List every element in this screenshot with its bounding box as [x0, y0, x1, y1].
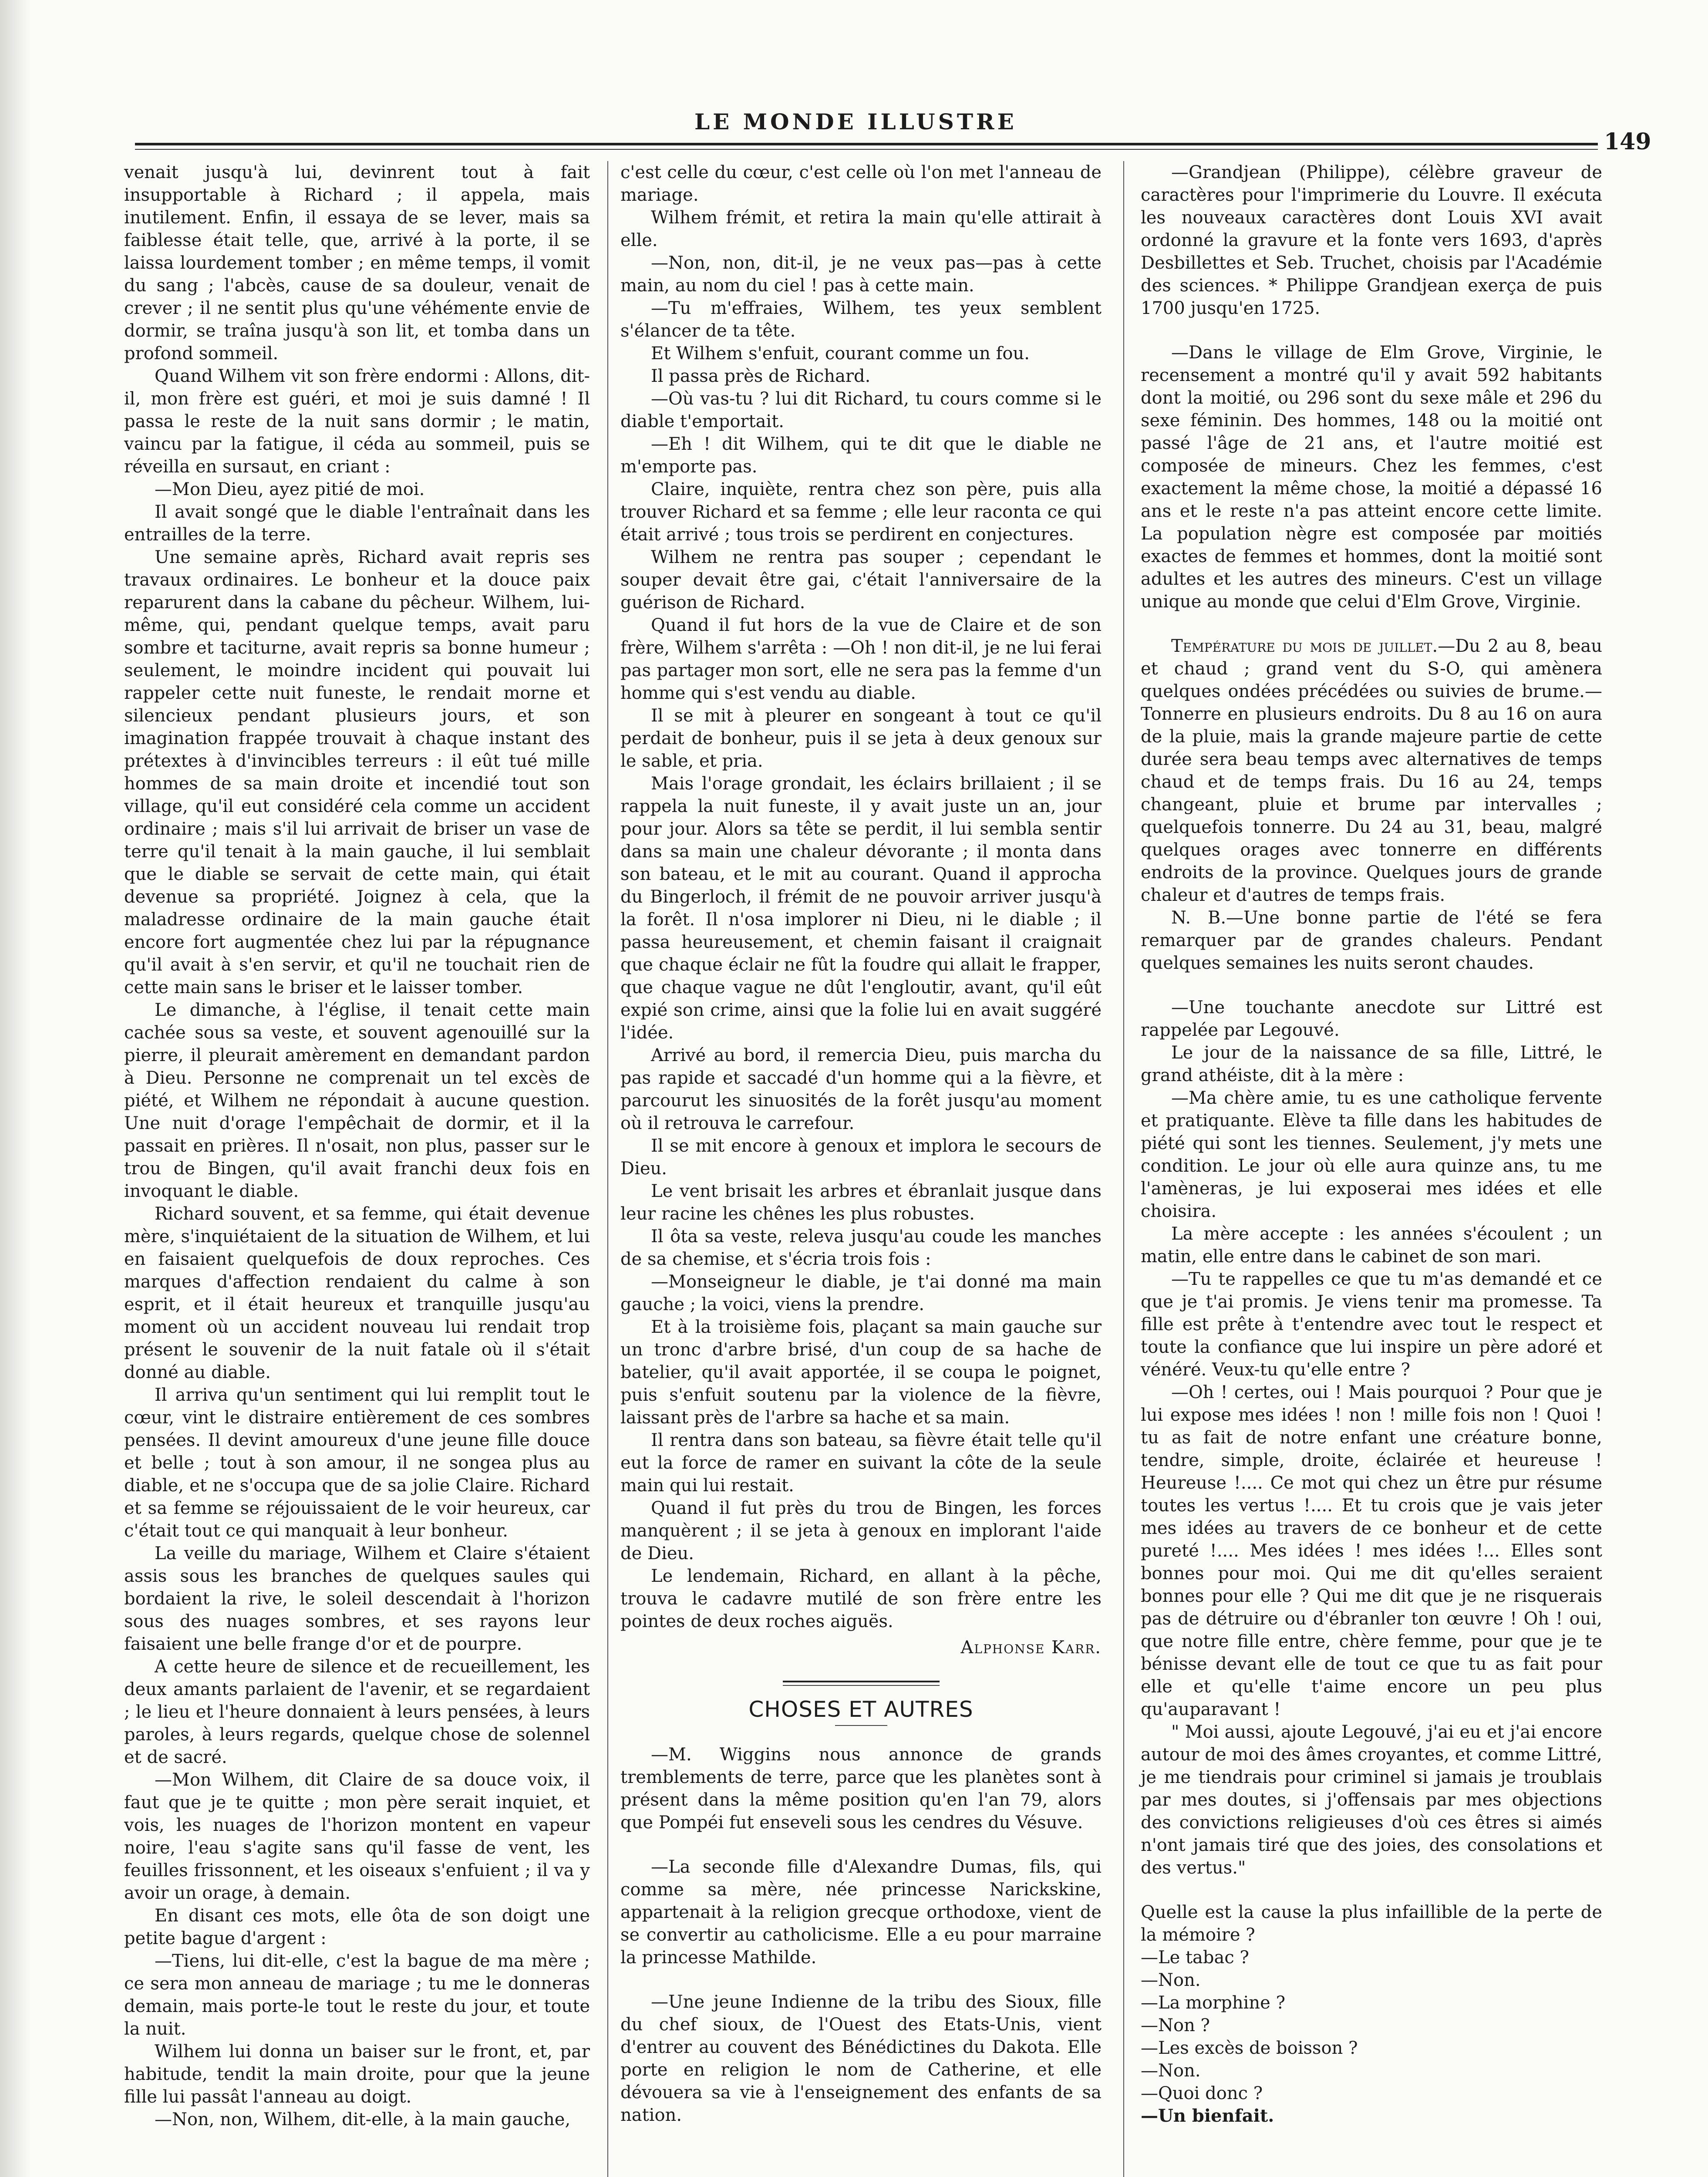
paragraph: —Tu m'effraies, Wilhem, tes yeux semblent s'élancer de ta tête. — [620, 298, 1102, 341]
news-item: —Grandjean (Philippe), célèbre graveur de caractères pour l'imprimerie du Louvre. Il exécuta les nouveaux caractères dont Louis XVI avait ordonné la gravure et la fonte vers 1693, d'après Desbillettes et Seb. Truchet, choisis par l'Académie des sciences. * Philippe Grandjean exerça de puis 1700 jusqu'en 1725. — [1141, 162, 1602, 318]
page-number: 149 — [1604, 128, 1651, 155]
section-rule — [783, 1681, 940, 1682]
paragraph: Quand Wilhem vit son frère endormi : Allons, dit-il, mon frère est guéri, et moi je suis damné ! Il passa le reste de la nuit sans dormir ; le matin, vaincu par la fatigue, il céda au sommeil, puis se réveilla en sursaut, en criant : — [124, 366, 590, 477]
paragraph: Richard souvent, et sa femme, qui était devenue mère, s'inquiétaient de la situation de Wilhem, et lui en faisaient quelquefois de doux reproches. Ces marques d'affection rendaient du calme à son esprit, et il était heureux et tranquille jusqu'au moment où un accident nouveau lui rendait trop présent le souvenir de la nuit fatale où il s'était donné au diable. — [124, 1204, 590, 1382]
anecdote-paragraph: —Oh ! certes, oui ! Mais pourquoi ? Pour que je lui expose mes idées ! non ! mille fois non ! Quoi ! tu as fait de notre enfant une créature bonne, tendre, simple, droite, éclairée et heureuse ! Heureuse !.... Ce mot qui chez un être pur résume toutes les vertus !.... Et tu crois que je vais jeter mes idées au travers de ce bonheur et de cette pureté !.... Mes idées ! mes idées !... Elles sont bonnes pour moi. Qui me dit qu'elles seraient bonnes pour elle ? Qui me dit que je ne risquerais pas de détruire ou d'ébranler ton œuvre ! Oh ! oui, que notre fille entre, chère femme, pour que je te bénisse devant elle de tout ce que tu as fait pour elle et qu'elle t'aime encore un peu plus qu'auparavant ! — [1141, 1382, 1602, 1719]
column-divider — [1123, 161, 1124, 2177]
spacer — [620, 1969, 1102, 1991]
riddle-answer: —Un bienfait. — [1141, 2106, 1274, 2126]
paragraph: Il se mit à pleurer en songeant à tout ce qu'il perdait de bonheur, puis il se jeta à deux genoux sur le sable, et pria. — [620, 706, 1102, 771]
paragraph: Mais l'orage grondait, les éclairs brillaient ; il se rappela la nuit funeste, il y avait juste un an, jour pour jour. Alors sa tête se perdit, il lui sembla sentir dans sa main une chaleur dévorante ; il monta dans son bateau, et le mit au courant. Quand il approcha du Bingerloch, il frémit de ne pouvoir arriver jusqu'à la forêt. Il n'osa implorer ni Dieu, ni le diable ; il passa heureusement, et chemin faisant il craignait que chaque éclair ne fût la foudre qui allait le frapper, que chaque vague ne dût l'engloutir, avant, qu'il eût expié son crime, ainsi que la folie lui en avait suggéré l'idée. — [620, 774, 1102, 1043]
paragraph: Arrivé au bord, il remercia Dieu, puis marcha du pas rapide et saccadé d'un homme qui a la fièvre, et parcourut les sinuosités de la forêt jusqu'au moment où il retrouva le carrefour. — [620, 1045, 1102, 1133]
column-divider — [607, 161, 608, 2177]
riddle-line: —Non. — [1141, 1970, 1201, 1990]
paragraph: —Non, non, Wilhem, dit-elle, à la main gauche, — [155, 2110, 571, 2130]
anecdote-paragraph: Le jour de la naissance de sa fille, Littré, le grand athéiste, dit à la mère : — [1141, 1043, 1602, 1085]
paragraph: Quand il fut près du trou de Bingen, les forces manquèrent ; il se jeta à genoux en implorant l'aide de Dieu. — [620, 1498, 1102, 1564]
paragraph: —Monseigneur le diable, je t'ai donné ma main gauche ; la voici, viens la prendre. — [620, 1272, 1102, 1314]
paragraph: —Où vas-tu ? lui dit Richard, tu cours comme si le diable t'emportait. — [620, 389, 1102, 431]
paragraph: A cette heure de silence et de recueillement, les deux amants parlaient de l'avenir, et se regardaient ; le lieu et l'heure donnaient à leurs pensées, à leurs paroles, à leurs regards, quelque chose de solennel et de sacré. — [124, 1657, 590, 1767]
anecdote-paragraph: —Tu te rappelles ce que tu m'as demandé et ce que je t'ai promis. Je viens tenir ma promesse. Ta fille est prête à t'entendre avec tout le respect et toute la confiance que lui inspire un père adoré et vénéré. Veux-tu qu'elle entre ? — [1141, 1269, 1602, 1380]
riddle-question: Quelle est la cause la plus infaillible de la perte de la mémoire ? — [1141, 1902, 1602, 1945]
riddle-line: —Le tabac ? — [1141, 1948, 1249, 1968]
news-item: —Dans le village de Elm Grove, Virginie, le recensement a montré qu'il y avait 592 habitants dont la moitié, ou 296 sont du sexe mâle et 296 du sexe féminin. Des hommes, 148 ou la moitié ont passé l'âge de 21 ans, et l'autre moitié est composée de mineurs. Chez les femmes, c'est exactement la même chose, la moitié a dépassé 16 ans et le reste n'a pas atteint encore cette limite. La population nègre est composée par moitiés exactes de femmes et hommes, dont la moitié sont adultes et les autres des mineurs. C'est un village unique au monde que celui d'Elm Grove, Virginie. — [1141, 343, 1602, 612]
paragraph: Une semaine après, Richard avait repris ses travaux ordinaires. Le bonheur et la douce paix reparurent dans la cabane du pêcheur. Wilhem, lui-même, qui, pendant quelque temps, avait paru sombre et taciturne, avait repris sa bonne humeur ; seulement, le moindre incident qui pouvait lui rappeler cette nuit funeste, le rendait morne et silencieux pendant plusieurs jours, et son imagination frappée trouvait à chaque instant des prétextes à d'invincibles terreurs : il eût tué mille hommes de sa main droite et incendié tout son village, qu'il eut considéré cela comme un accident ordinaire ; mais s'il lui arrivait de briser un vase de terre qu'il tenait à la main gauche, il lui semblait que le diable se servait de cette main, qui était devenue sa propriété. Joignez à cela, que la maladresse ordinaire de la main gauche était encore fort augmentée chez lui par la répugnance qu'il avait à s'en servir, et qu'il ne touchait rien de cette main sans le briser et le laisser tomber. — [124, 547, 590, 998]
header-rule-thin — [135, 149, 1598, 150]
riddle-line: —La morphine ? — [1141, 1993, 1286, 2013]
paragraph: Le lendemain, Richard, en allant à la pêche, trouva le cadavre mutilé de son frère entre les pointes de deux roches aiguës. — [620, 1566, 1102, 1631]
weather-item — [1141, 635, 1602, 907]
anecdote-paragraph: —Ma chère amie, tu es une catholique fervente et pratiquante. Elève ta fille dans les habitudes de piété qui sont les tiennes. Seulement, j'y mets une condition. Le jour où elle aura quinze ans, tu me l'amèneras, je lui exposerai mes idées et elle choisira. — [1141, 1088, 1602, 1221]
column-3 — [1141, 161, 1602, 2127]
news-item: —M. Wiggins nous annonce de grands tremblements de terre, parce que les planètes sont à présent dans la même position qu'en l'an 79, alors que Pompéi fut enseveli sous les cendres du Vésuve. — [620, 1745, 1102, 1833]
author-signature: Alphonse Karr. — [960, 1638, 1102, 1658]
spacer — [1141, 613, 1602, 635]
riddle-line: —Les excès de boisson ? — [1141, 2038, 1358, 2058]
column-2 — [620, 161, 1102, 2126]
header-rule — [135, 143, 1598, 145]
spacer — [1141, 320, 1602, 341]
weather-text: —Du 2 au 8, beau et chaud ; grand vent du S-O, qui amènera quelques ondées précédées ou suivies de brume.—Tonnerre en plusieurs endroits. Du 8 au 16 on aura de la pluie, mais la grande majeure partie de cette durée sera beau temps avec alternatives de temps chaud et de temps frais. Du 16 au 24, temps changeant, pluie et brume par intervalles ; quelquefois tonnerre. Du 24 au 31, beau, malgré quelques orages avec tonnerre en différents endroits de la province. Quelques jours de grande chaleur et d'autres de temps frais. — [1141, 636, 1602, 905]
weather-heading: Température du mois de juillet. — [1171, 636, 1438, 656]
spacer — [1141, 1879, 1602, 1901]
paragraph: Il arriva qu'un sentiment qui lui remplit tout le cœur, vint le distraire entièrement de ces sombres pensées. Il devint amoureux d'une jeune fille douce et belle ; tout à son amour, il ne songea plus au diable, et ne s'occupa que de sa jolie Claire. Richard et sa femme se réjouissaient de le voir heureux, car c'était tout ce qui manquait à leur bonheur. — [124, 1385, 590, 1541]
masthead-title: LE MONDE ILLUSTRE — [694, 109, 1017, 135]
paragraph: Wilhem frémit, et retira la main qu'elle attirait à elle. — [620, 208, 1102, 250]
riddle-line: —Non ? — [1141, 2015, 1210, 2035]
paragraph: Wilhem lui donna un baiser sur le front, et, par habitude, tendit la main droite, pour que la jeune fille lui passât l'anneau au doigt. — [124, 2042, 590, 2107]
riddle-line: —Non. — [1141, 2061, 1201, 2081]
spacer — [620, 1834, 1102, 1856]
riddle-line: —Quoi donc ? — [1141, 2083, 1263, 2103]
paragraph: Il avait songé que le diable l'entraînait dans les entrailles de la terre. — [124, 502, 590, 545]
anecdote-paragraph: " Moi aussi, ajoute Legouvé, j'ai eu et j'ai encore autour de moi des âmes croyantes, et comme Littré, je me tiendrais pour criminel si jamais je troublais par mes doutes, si j'offensais par mes objections des convictions religieuses d'où ces êtres si aimés n'ont jamais tiré que des joies, des consolations et des vertus." — [1141, 1722, 1602, 1878]
paragraph: Et à la troisième fois, plaçant sa main gauche sur un tronc d'arbre brisé, d'un coup de sa hache de batelier, qu'il avait apportée, il se coupa le poignet, puis s'enfuit soutenu par la violence de la fièvre, laissant près de l'arbre sa hache et sa main. — [620, 1317, 1102, 1428]
news-item: —La seconde fille d'Alexandre Dumas, fils, qui comme sa mère, née princesse Narickskine, appartenait à la religion grecque orthodoxe, vient de se convertir au catholicisme. Elle a eu pour marraine la princesse Mathilde. — [620, 1857, 1102, 1968]
paragraph: Et Wilhem s'enfuit, courant comme un fou. — [651, 344, 1030, 364]
paragraph: —Eh ! dit Wilhem, qui te dit que le diable ne m'emporte pas. — [620, 434, 1102, 477]
paragraph: Il se mit encore à genoux et implora le secours de Dieu. — [620, 1136, 1102, 1179]
paragraph: Le dimanche, à l'église, il tenait cette main cachée sous sa veste, et souvent agenouillé sur la pierre, il pleurait amèrement en demandant pardon à Dieu. Personne ne comprenait un tel excès de piété, et Wilhem ne répondait à aucune question. Une nuit d'orage l'empêchait de dormir, et il la passait en prières. Il n'osait, non plus, passer sur le trou de Bingen, qu'il avait franchi deux fois en invoquant le diable. — [124, 1000, 590, 1201]
riddle-block — [1141, 1901, 1602, 2127]
paragraph: —Mon Wilhem, dit Claire de sa douce voix, il faut que je te quitte ; mon père serait inquiet, et vois, les nuages de l'horizon montent en vapeur noire, l'eau s'agite sans qu'il fasse de vent, les feuilles frissonnent, et les oiseaux s'enfuient ; il va y avoir un orage, à demain. — [124, 1770, 590, 1903]
section-title-underline — [835, 1725, 887, 1726]
paragraph: Wilhem ne rentra pas souper ; cependant le souper devait être gai, c'était l'anniversaire de la guérison de Richard. — [620, 547, 1102, 613]
paragraph: Il rentra dans son bateau, sa fièvre était telle qu'il eut la force de ramer en suivant la côte de la seule main qui lui restait. — [620, 1430, 1102, 1496]
column-1 — [124, 161, 590, 2131]
spacer — [1141, 974, 1602, 996]
section-rule-thin — [783, 1685, 940, 1686]
paragraph: Il passa près de Richard. — [651, 366, 871, 386]
paragraph: Claire, inquiète, rentra chez son père, puis alla trouver Richard et sa femme ; elle leur raconta ce qui était arrivé ; tous trois se perdirent en conjectures. — [620, 479, 1102, 545]
anecdote-paragraph: —Une touchante anecdote sur Littré est rappelée par Legouvé. — [1141, 998, 1602, 1040]
paragraph: venait jusqu'à lui, devinrent tout à fait insupportable à Richard ; il appela, mais inutilement. Enfin, il essaya de se lever, mais sa faiblesse était telle, que, arrivé à la porte, il se laissa lourdement tomber ; en même temps, il vomit du sang ; l'abcès, cause de sa douleur, venait de crever ; il ne sentit plus qu'une véhémente envie de dormir, se traîna jusqu'à son lit, et tomba dans un profond sommeil. — [124, 162, 590, 364]
anecdote-paragraph: La mère accepte : les années s'écoulent ; un matin, elle entre dans le cabinet de son mari. — [1141, 1224, 1602, 1267]
section-title: CHOSES ET AUTRES — [748, 1697, 974, 1722]
paragraph: —Mon Dieu, ayez pitié de moi. — [155, 479, 425, 499]
page-binding-shadow — [0, 0, 30, 2177]
paragraph: —Tiens, lui dit-elle, c'est la bague de ma mère ; ce sera mon anneau de mariage ; tu me le donneras demain, mais porte-le tout le reste du jour, et toute la nuit. — [124, 1951, 590, 2039]
news-item: —Une jeune Indienne de la tribu des Sioux, fille du chef sioux, de l'Ouest des Etats-Unis, vient d'entrer au couvent des Bénédictines du Dakota. Elle porte en religion le nom de Catherine, et elle dévouera sa vie à l'enseignement des enfants de sa nation. — [620, 1992, 1102, 2125]
paragraph: Il ôta sa veste, releva jusqu'au coude les manches de sa chemise, et s'écria trois fois : — [620, 1227, 1102, 1269]
paragraph: —Non, non, dit-il, je ne veux pas—pas à cette main, au nom du ciel ! pas à cette main. — [620, 253, 1102, 296]
paragraph: Le vent brisait les arbres et ébranlait jusque dans leur racine les chênes les plus robustes. — [620, 1181, 1102, 1224]
paragraph: La veille du mariage, Wilhem et Claire s'étaient assis sous les branches de quelques saules qui bordaient la rive, le soleil descendait à l'horizon sous des nuages sombres, et ses rayons leur faisaient une belle frange d'or et de pourpre. — [124, 1543, 590, 1654]
weather-note: N. B.—Une bonne partie de l'été se fera remarquer par de grandes chaleurs. Pendant quelques semaines les nuits seront chaudes. — [1141, 908, 1602, 973]
paragraph: c'est celle du cœur, c'est celle où l'on met l'anneau de mariage. — [620, 162, 1102, 205]
paragraph: Quand il fut hors de la vue de Claire et de son frère, Wilhem s'arrêta : —Oh ! non dit-il, je ne lui ferai pas partager mon sort, elle ne sera pas la femme d'un homme qui s'est vendu au diable. — [620, 615, 1102, 703]
paragraph: En disant ces mots, elle ôta de son doigt une petite bague d'argent : — [124, 1906, 590, 1948]
